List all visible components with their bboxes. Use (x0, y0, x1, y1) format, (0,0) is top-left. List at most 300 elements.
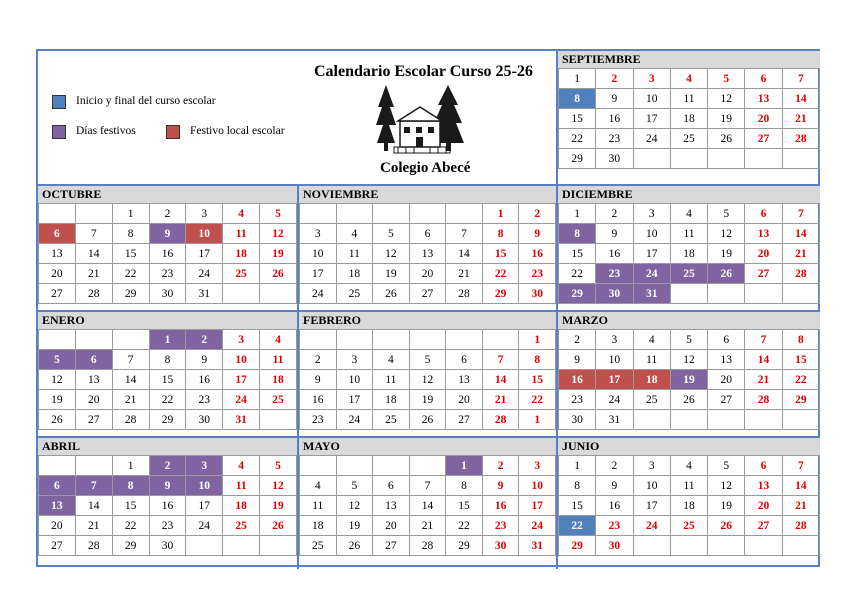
legend-label-start-end: Inicio y final del curso escolar (76, 95, 216, 107)
day-cell: 28 (782, 129, 819, 149)
day-cell: 1 (519, 410, 556, 430)
day-cell: 7 (745, 330, 782, 350)
day-cell: 2 (596, 69, 633, 89)
day-cell: 21 (409, 516, 446, 536)
day-cell: 6 (708, 330, 745, 350)
school-name: Colegio Abecé (380, 160, 471, 176)
day-cell: 10 (596, 350, 633, 370)
day-cell: 4 (670, 456, 707, 476)
day-cell: 10 (633, 224, 670, 244)
week-row (300, 496, 556, 516)
separator-line (38, 184, 820, 186)
week-row (559, 109, 820, 129)
day-cell: 16 (519, 244, 556, 264)
day-cell: 17 (633, 244, 670, 264)
day-cell (782, 149, 819, 169)
day-cell (300, 204, 337, 224)
day-cell: 11 (670, 89, 707, 109)
week-row (559, 69, 820, 89)
day-cell: 22 (782, 370, 819, 390)
day-cell: 26 (708, 264, 745, 284)
day-cell: 15 (782, 350, 819, 370)
month-junio (558, 438, 820, 562)
day-cell: 15 (482, 244, 519, 264)
day-cell: 7 (782, 456, 819, 476)
day-cell: 2 (519, 204, 556, 224)
day-cell: 3 (186, 204, 223, 224)
day-cell: 15 (559, 244, 596, 264)
day-cell: 27 (745, 516, 782, 536)
day-cell: 6 (745, 456, 782, 476)
day-cell (633, 149, 670, 169)
day-cell: 14 (782, 476, 819, 496)
separator-line (38, 310, 820, 312)
month-diciembre (558, 186, 820, 310)
day-cell: 17 (223, 370, 260, 390)
day-cell: 14 (446, 244, 483, 264)
week-row (39, 224, 297, 244)
day-cell: 28 (782, 264, 819, 284)
day-cell (300, 456, 337, 476)
day-cell: 11 (300, 496, 337, 516)
week-row (300, 224, 556, 244)
day-cell: 4 (223, 204, 260, 224)
day-cell: 11 (670, 476, 707, 496)
day-cell: 5 (670, 330, 707, 350)
day-cell: 10 (223, 350, 260, 370)
day-cell: 16 (149, 496, 186, 516)
month-title: ABRIL (38, 438, 297, 455)
day-cell: 17 (186, 244, 223, 264)
day-cell (708, 284, 745, 304)
day-cell: 9 (596, 89, 633, 109)
day-cell: 28 (75, 284, 112, 304)
month-abril (38, 438, 297, 562)
day-cell: 18 (633, 370, 670, 390)
day-cell (633, 536, 670, 556)
day-cell: 30 (596, 284, 633, 304)
day-cell: 29 (112, 284, 149, 304)
calendar-header (38, 51, 558, 185)
day-cell (670, 410, 707, 430)
day-cell (112, 330, 149, 350)
day-cell: 27 (75, 410, 112, 430)
day-cell: 4 (633, 330, 670, 350)
day-cell: 15 (112, 496, 149, 516)
day-cell (745, 284, 782, 304)
week-row (300, 536, 556, 556)
week-row (559, 284, 820, 304)
day-cell: 25 (223, 516, 260, 536)
month-title: FEBRERO (299, 312, 556, 329)
day-cell (373, 456, 410, 476)
day-cell: 2 (596, 456, 633, 476)
day-cell: 16 (482, 496, 519, 516)
month-grid (558, 455, 820, 556)
day-cell: 20 (39, 516, 76, 536)
day-cell: 8 (782, 330, 819, 350)
day-cell: 8 (112, 476, 149, 496)
day-cell: 21 (446, 264, 483, 284)
day-cell: 22 (446, 516, 483, 536)
day-cell: 20 (745, 496, 782, 516)
day-cell (409, 204, 446, 224)
day-cell: 5 (260, 456, 297, 476)
day-cell: 30 (186, 410, 223, 430)
day-cell: 19 (708, 109, 745, 129)
day-cell: 12 (39, 370, 76, 390)
day-cell: 7 (75, 224, 112, 244)
day-cell (373, 204, 410, 224)
day-cell (75, 456, 112, 476)
day-cell: 18 (373, 390, 410, 410)
day-cell: 8 (446, 476, 483, 496)
day-cell: 13 (39, 244, 76, 264)
day-cell: 5 (39, 350, 76, 370)
day-cell: 1 (112, 204, 149, 224)
day-cell: 23 (519, 264, 556, 284)
day-cell: 4 (373, 350, 410, 370)
day-cell: 6 (75, 350, 112, 370)
day-cell: 30 (149, 536, 186, 556)
month-title: SEPTIEMBRE (558, 51, 820, 68)
day-cell: 5 (409, 350, 446, 370)
day-cell: 30 (149, 284, 186, 304)
day-cell: 17 (633, 109, 670, 129)
day-cell: 16 (559, 370, 596, 390)
day-cell: 27 (39, 536, 76, 556)
day-cell: 20 (39, 264, 76, 284)
day-cell (409, 456, 446, 476)
week-row (559, 370, 820, 390)
day-cell: 2 (149, 204, 186, 224)
day-cell: 21 (782, 109, 819, 129)
day-cell: 19 (336, 516, 373, 536)
week-row (39, 284, 297, 304)
day-cell: 3 (223, 330, 260, 350)
day-cell: 10 (519, 476, 556, 496)
week-row (39, 496, 297, 516)
day-cell: 21 (75, 516, 112, 536)
day-cell: 22 (149, 390, 186, 410)
day-cell: 8 (482, 224, 519, 244)
day-cell: 1 (559, 69, 596, 89)
day-cell: 6 (446, 350, 483, 370)
week-row (559, 224, 820, 244)
day-cell: 14 (482, 370, 519, 390)
week-row (300, 410, 556, 430)
day-cell: 6 (373, 476, 410, 496)
week-row (39, 476, 297, 496)
month-grid (299, 329, 556, 430)
day-cell (186, 536, 223, 556)
day-cell: 28 (482, 410, 519, 430)
day-cell: 2 (596, 204, 633, 224)
month-grid (558, 329, 820, 430)
day-cell: 19 (260, 496, 297, 516)
day-cell: 12 (708, 224, 745, 244)
day-cell: 17 (186, 496, 223, 516)
day-cell: 30 (482, 536, 519, 556)
day-cell: 10 (186, 476, 223, 496)
day-cell: 2 (559, 330, 596, 350)
week-row (559, 149, 820, 169)
day-cell: 14 (782, 224, 819, 244)
day-cell: 13 (39, 496, 76, 516)
day-cell: 29 (559, 284, 596, 304)
day-cell: 21 (482, 390, 519, 410)
day-cell: 28 (112, 410, 149, 430)
week-row (300, 456, 556, 476)
day-cell: 27 (39, 284, 76, 304)
day-cell: 27 (745, 129, 782, 149)
day-cell: 1 (559, 456, 596, 476)
day-cell: 11 (260, 350, 297, 370)
day-cell: 14 (75, 496, 112, 516)
day-cell: 11 (373, 370, 410, 390)
day-cell (633, 410, 670, 430)
day-cell: 12 (409, 370, 446, 390)
day-cell: 18 (223, 496, 260, 516)
day-cell: 4 (260, 330, 297, 350)
week-row (559, 204, 820, 224)
day-cell: 15 (112, 244, 149, 264)
day-cell: 8 (559, 224, 596, 244)
day-cell: 29 (112, 536, 149, 556)
day-cell: 25 (336, 284, 373, 304)
legend-swatch-local (166, 125, 180, 139)
day-cell: 20 (373, 516, 410, 536)
day-cell (336, 204, 373, 224)
day-cell: 24 (336, 410, 373, 430)
day-cell: 25 (670, 516, 707, 536)
day-cell: 11 (223, 476, 260, 496)
day-cell: 19 (708, 244, 745, 264)
day-cell: 28 (745, 390, 782, 410)
day-cell: 3 (186, 456, 223, 476)
day-cell: 13 (75, 370, 112, 390)
day-cell: 23 (596, 264, 633, 284)
day-cell: 7 (112, 350, 149, 370)
day-cell: 7 (446, 224, 483, 244)
day-cell: 4 (670, 69, 707, 89)
day-cell: 1 (519, 330, 556, 350)
legend-swatch-start-end (52, 95, 66, 109)
day-cell: 24 (596, 390, 633, 410)
day-cell (336, 330, 373, 350)
day-cell: 16 (300, 390, 337, 410)
day-cell (745, 536, 782, 556)
week-row (559, 89, 820, 109)
day-cell (782, 410, 819, 430)
day-cell: 29 (446, 536, 483, 556)
day-cell: 4 (223, 456, 260, 476)
day-cell (670, 284, 707, 304)
day-cell: 5 (708, 69, 745, 89)
day-cell: 20 (745, 244, 782, 264)
week-row (559, 536, 820, 556)
day-cell: 26 (708, 516, 745, 536)
day-cell: 13 (745, 89, 782, 109)
day-cell: 23 (300, 410, 337, 430)
day-cell (446, 330, 483, 350)
day-cell: 9 (519, 224, 556, 244)
day-cell: 30 (519, 284, 556, 304)
day-cell: 9 (149, 476, 186, 496)
legend-label-festivo: Días festivos (76, 125, 136, 137)
day-cell: 16 (186, 370, 223, 390)
day-cell (260, 284, 297, 304)
day-cell: 9 (482, 476, 519, 496)
week-row (300, 390, 556, 410)
month-febrero (299, 312, 556, 436)
day-cell: 23 (482, 516, 519, 536)
day-cell: 13 (708, 350, 745, 370)
day-cell: 19 (260, 244, 297, 264)
day-cell (446, 204, 483, 224)
day-cell: 25 (670, 264, 707, 284)
day-cell: 14 (409, 496, 446, 516)
day-cell: 9 (596, 224, 633, 244)
day-cell: 23 (596, 129, 633, 149)
day-cell: 5 (708, 456, 745, 476)
day-cell (39, 456, 76, 476)
day-cell: 29 (559, 149, 596, 169)
week-row (559, 456, 820, 476)
day-cell (708, 410, 745, 430)
day-cell: 4 (670, 204, 707, 224)
month-grid (558, 203, 820, 304)
week-row (300, 350, 556, 370)
day-cell: 4 (300, 476, 337, 496)
day-cell: 25 (260, 390, 297, 410)
day-cell: 20 (446, 390, 483, 410)
day-cell: 18 (670, 244, 707, 264)
week-row (300, 284, 556, 304)
day-cell: 21 (745, 370, 782, 390)
day-cell: 24 (633, 129, 670, 149)
week-row (300, 264, 556, 284)
day-cell (336, 456, 373, 476)
day-cell: 5 (336, 476, 373, 496)
day-cell: 30 (596, 149, 633, 169)
day-cell: 13 (409, 244, 446, 264)
day-cell: 23 (149, 264, 186, 284)
week-row (559, 496, 820, 516)
month-title: OCTUBRE (38, 186, 297, 203)
day-cell: 21 (112, 390, 149, 410)
day-cell (373, 330, 410, 350)
day-cell: 26 (670, 390, 707, 410)
month-enero (38, 312, 297, 436)
week-row (39, 390, 297, 410)
day-cell (670, 149, 707, 169)
day-cell: 21 (782, 244, 819, 264)
month-octubre (38, 186, 297, 310)
day-cell: 31 (519, 536, 556, 556)
day-cell: 19 (409, 390, 446, 410)
day-cell: 26 (39, 410, 76, 430)
week-row (559, 390, 820, 410)
week-row (559, 244, 820, 264)
day-cell: 10 (633, 476, 670, 496)
day-cell: 26 (260, 516, 297, 536)
day-cell: 18 (260, 370, 297, 390)
day-cell: 3 (633, 456, 670, 476)
day-cell: 14 (782, 89, 819, 109)
day-cell: 21 (782, 496, 819, 516)
week-row (559, 264, 820, 284)
day-cell: 2 (149, 456, 186, 476)
day-cell: 8 (519, 350, 556, 370)
day-cell: 23 (596, 516, 633, 536)
day-cell: 12 (670, 350, 707, 370)
day-cell (39, 330, 76, 350)
month-title: ENERO (38, 312, 297, 329)
day-cell: 2 (300, 350, 337, 370)
day-cell (75, 330, 112, 350)
day-cell: 19 (39, 390, 76, 410)
day-cell: 15 (559, 109, 596, 129)
week-row (39, 516, 297, 536)
day-cell: 3 (519, 456, 556, 476)
day-cell: 12 (708, 476, 745, 496)
month-noviembre (299, 186, 556, 310)
week-row (300, 516, 556, 536)
day-cell: 1 (112, 456, 149, 476)
day-cell: 27 (708, 390, 745, 410)
day-cell: 2 (186, 330, 223, 350)
calendar-sheet (36, 49, 820, 567)
day-cell: 26 (708, 129, 745, 149)
day-cell: 24 (186, 516, 223, 536)
day-cell: 8 (112, 224, 149, 244)
day-cell: 27 (446, 410, 483, 430)
day-cell: 23 (186, 390, 223, 410)
separator-line (38, 436, 820, 438)
day-cell (482, 330, 519, 350)
day-cell: 1 (446, 456, 483, 476)
day-cell: 11 (336, 244, 373, 264)
day-cell: 1 (482, 204, 519, 224)
day-cell: 17 (519, 496, 556, 516)
day-cell: 13 (373, 496, 410, 516)
day-cell: 8 (559, 476, 596, 496)
day-cell: 16 (596, 244, 633, 264)
day-cell: 18 (670, 109, 707, 129)
day-cell: 6 (39, 224, 76, 244)
day-cell: 23 (559, 390, 596, 410)
month-grid (38, 329, 297, 430)
school-logo-icon (376, 85, 466, 157)
day-cell: 31 (596, 410, 633, 430)
day-cell: 11 (670, 224, 707, 244)
day-cell: 15 (519, 370, 556, 390)
day-cell: 2 (482, 456, 519, 476)
day-cell: 25 (300, 536, 337, 556)
day-cell: 22 (112, 264, 149, 284)
day-cell: 9 (596, 476, 633, 496)
day-cell: 14 (112, 370, 149, 390)
day-cell: 7 (782, 69, 819, 89)
week-row (300, 330, 556, 350)
day-cell: 22 (482, 264, 519, 284)
week-row (300, 370, 556, 390)
day-cell: 12 (708, 89, 745, 109)
day-cell: 15 (559, 496, 596, 516)
day-cell: 27 (409, 284, 446, 304)
day-cell (782, 536, 819, 556)
